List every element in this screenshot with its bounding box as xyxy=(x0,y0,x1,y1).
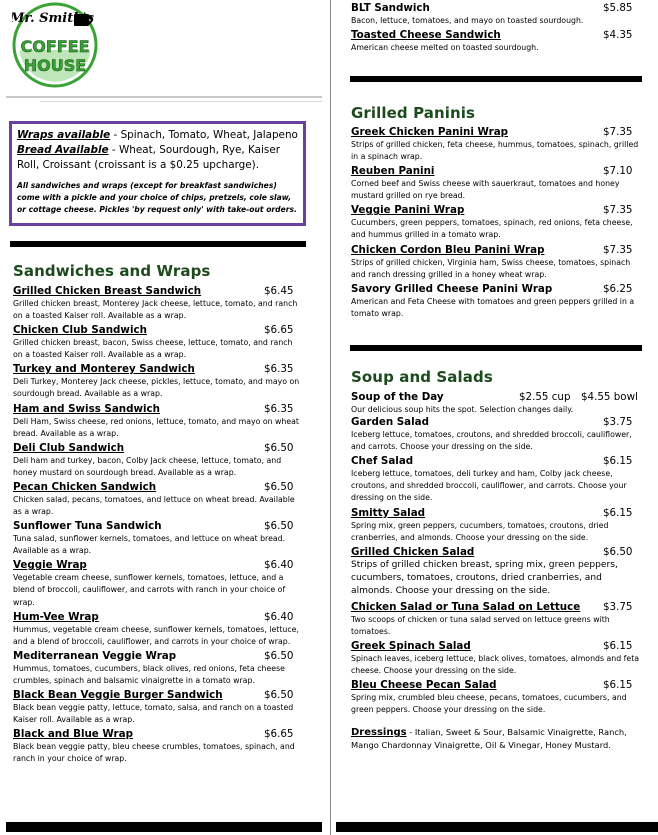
item-price: $6.50 xyxy=(603,545,633,558)
bottom-bar-right xyxy=(336,822,658,832)
menu-item xyxy=(13,520,303,557)
item-description: American cheese melted on toasted sourdough. xyxy=(351,43,539,53)
menu-item xyxy=(351,204,643,241)
item-name: Smitty Salad xyxy=(351,506,426,519)
section-bar-paninis xyxy=(350,76,642,82)
item-price: $6.65 xyxy=(264,728,294,741)
menu-item xyxy=(351,455,643,504)
item-price: $3.75 xyxy=(603,416,633,429)
item-price: $7.10 xyxy=(603,165,633,178)
soup-cup-price: $2.55 cup xyxy=(519,391,571,403)
item-description: Strips of grilled chicken, feta cheese, hummus, tomatoes, spinach, grilled in a spinach wrap. xyxy=(351,140,639,162)
item-name: Chef Salad xyxy=(351,455,414,468)
wraps-available-line xyxy=(17,128,299,143)
section-title-paninis: Grilled Paninis xyxy=(351,104,476,122)
section-title-soups: Soup and Salads xyxy=(351,368,493,386)
item-description: Chicken salad, pecans, tomatoes, and lettuce on wheat bread. Available as a wrap. xyxy=(13,494,295,517)
item-description: Two scoops of chicken or tuna salad served on lettuce greens with tomatoes. xyxy=(351,614,610,636)
sides-note: All sandwiches and wraps (except for breakfast sandwiches) come with a pickle and your choice of chips, pretzels, cole slaw, or cottage cheese. Pickles 'by request only' with take-out orders. xyxy=(17,181,297,214)
item-name: Reuben Panini xyxy=(351,165,435,178)
sandwich-list xyxy=(13,285,303,765)
top-item-list xyxy=(351,2,643,54)
item-price: $5.85 xyxy=(603,2,633,14)
item-price: $6.35 xyxy=(264,402,294,415)
panini-list xyxy=(351,126,643,320)
item-name: Black and Blue Wrap xyxy=(13,728,133,741)
item-price: $6.40 xyxy=(264,559,294,572)
bread-available-line xyxy=(17,143,299,173)
item-name: Turkey and Monterey Sandwich xyxy=(13,363,195,376)
menu-item xyxy=(351,126,643,163)
column-divider xyxy=(330,0,331,835)
menu-item xyxy=(351,416,643,453)
menu-item xyxy=(351,546,643,599)
item-name: Hum-Vee Wrap xyxy=(13,610,99,623)
wraps-label: Wraps available xyxy=(17,129,111,141)
item-price: $6.15 xyxy=(603,455,633,468)
item-name: Greek Spinach Salad xyxy=(351,639,471,652)
item-description: Black bean veggie patty, bleu cheese crumbles, tomatoes, spinach, and ranch in your choice of wrap. xyxy=(13,742,295,764)
item-description: Vegetable cream cheese, sunflower kernels, tomatoes, lettuce, and a blend of broccoli, cauliflower, and carrots with ranch in your choice of wrap. xyxy=(13,573,286,607)
item-description: Tuna salad, sunflower kernels, tomatoes, and lettuce on wheat bread. Available as a wrap. xyxy=(13,534,286,556)
item-price: $4.35 xyxy=(603,29,633,42)
item-name: Mediterranean Veggie Wrap xyxy=(13,649,177,662)
menu-item xyxy=(13,324,303,361)
menu-item xyxy=(13,611,303,648)
item-price: $7.35 xyxy=(603,204,633,217)
item-name: Chicken Cordon Bleu Panini Wrap xyxy=(351,243,545,256)
item-description: Iceberg lettuce, tomatoes, croutons, and shredded broccoli, cauliflower, and carrots. Choose your dressing on the side. xyxy=(351,430,632,452)
item-price: $3.75 xyxy=(603,600,633,613)
menu-item xyxy=(351,165,643,202)
item-price: $6.50 xyxy=(264,520,294,533)
item-price: $6.15 xyxy=(603,639,633,652)
item-price: $6.15 xyxy=(603,506,633,519)
menu-item xyxy=(351,679,643,716)
wraps-text: - Spinach, Tomato, Wheat, Jalapeno xyxy=(110,129,298,141)
item-description: Bacon, lettuce, tomatoes, and mayo on toasted sourdough. xyxy=(351,16,584,25)
item-name: Grilled Chicken Salad xyxy=(351,545,475,558)
svg-text:Mr. Smith's: Mr. Smith's xyxy=(12,11,94,26)
soup-of-the-day xyxy=(351,391,643,416)
item-description: Grilled chicken breast, Monterey Jack cheese, lettuce, tomato, and ranch on a toasted Kaiser roll. Available as a wrap. xyxy=(13,299,298,321)
coffee-house-logo xyxy=(12,2,98,88)
item-name: Bleu Cheese Pecan Salad xyxy=(351,679,497,692)
menu-item xyxy=(351,507,643,544)
menu-item xyxy=(351,2,643,27)
item-price: $6.25 xyxy=(603,282,633,295)
item-name: Deli Club Sandwich xyxy=(13,441,125,454)
bread-wraps-info-box xyxy=(9,121,306,226)
item-name: Toasted Cheese Sandwich xyxy=(351,29,501,42)
svg-text:HOUSE: HOUSE xyxy=(23,56,87,75)
logo-rule-2 xyxy=(40,101,322,102)
dressings-line xyxy=(351,726,643,752)
section-title-sandwiches: Sandwiches and Wraps xyxy=(13,262,211,280)
menu-item xyxy=(13,403,303,440)
item-price: $7.35 xyxy=(603,243,633,256)
item-description: Deli Turkey, Monterey Jack cheese, pickles, lettuce, tomato, and mayo on sourdough bread. Available as a wrap. xyxy=(13,377,300,399)
item-name: Veggie Wrap xyxy=(13,559,87,572)
item-description: Spring mix, green peppers, cucumbers, tomatoes, croutons, dried cranberries, and almonds. Choose your dressing on the side. xyxy=(351,520,609,542)
menu-item xyxy=(13,285,303,322)
item-name: Chicken Salad or Tuna Salad on Lettuce xyxy=(351,600,581,613)
item-name: Sunflower Tuna Sandwich xyxy=(13,520,162,533)
menu-item xyxy=(13,728,303,765)
item-description: Iceberg lettuce, tomatoes, deli turkey and ham, Colby jack cheese, croutons, and shredded broccoli, cauliflower, and carrots. Choose your dressing on the side. xyxy=(351,469,627,503)
item-description: Grilled chicken breast, bacon, Swiss cheese, lettuce, tomato, and ranch on a toasted Kaiser roll. Available as a wrap. xyxy=(13,338,293,360)
bottom-bar-left xyxy=(6,822,322,832)
item-description: Corned beef and Swiss cheese with sauerkraut, tomatoes and honey mustard grilled on rye bread. xyxy=(351,179,620,201)
item-description: Deli Ham, Swiss cheese, red onions, lettuce, tomato, and mayo on wheat bread. Available as a wrap. xyxy=(13,416,299,438)
item-description: Deli ham and turkey, bacon, Colby Jack cheese, lettuce, tomato, and honey mustard on sourdough bread. Available as a wrap. xyxy=(13,455,282,477)
dressings-text: - Italian, Sweet & Sour, Balsamic Vinaigrette, Ranch, Mango Chardonnay Vinaigrette, Oil & Vinegar, Honey Mustard. xyxy=(351,727,627,751)
item-description: Strips of grilled chicken, Virginia ham, Swiss cheese, tomatoes, spinach and ranch dressing grilled in a honey wheat wrap. xyxy=(351,257,631,279)
item-description: American and Feta Cheese with tomatoes and green peppers grilled in a tomato wrap. xyxy=(351,296,635,318)
paninis-section xyxy=(351,104,643,320)
item-price: $7.35 xyxy=(603,126,633,138)
soup-name: Soup of the Day xyxy=(351,391,444,403)
menu-item xyxy=(13,689,303,726)
sandwiches-section xyxy=(13,262,303,765)
item-price: $6.40 xyxy=(264,610,294,623)
top-right-items xyxy=(351,2,643,54)
item-description: Strips of grilled chicken breast, spring mix, green peppers, cucumbers, tomatoes, croutons, dried cranberries, and almonds. Choose your dressing on the side. xyxy=(351,559,618,597)
item-description: Hummus, vegetable cream cheese, sunflower kernels, tomatoes, lettuce, and a blend of broccoli, cauliflower, and carrots in your choice of wrap. xyxy=(13,624,299,646)
item-description: Hummus, tomatoes, cucumbers, black olives, red onions, feta cheese crumbles, spinach and balsamic vinaigrette in a tomato wrap. xyxy=(13,663,285,685)
item-name: BLT Sandwich xyxy=(351,2,430,14)
item-name: Greek Chicken Panini Wrap xyxy=(351,126,509,138)
salad-list xyxy=(351,416,643,716)
item-price: $6.65 xyxy=(264,324,294,337)
menu-item xyxy=(351,244,643,281)
bread-label: Bread Available xyxy=(17,144,109,156)
item-name: Veggie Panini Wrap xyxy=(351,204,465,217)
menu-item xyxy=(13,442,303,479)
dressings-label: Dressings xyxy=(351,727,407,739)
item-price: $6.35 xyxy=(264,363,294,376)
section-bar-sandwiches xyxy=(10,241,306,247)
menu-item xyxy=(351,601,643,638)
item-name: Pecan Chicken Sandwich xyxy=(13,480,157,493)
item-name: Savory Grilled Cheese Panini Wrap xyxy=(351,282,553,295)
item-name: Grilled Chicken Breast Sandwich xyxy=(13,285,202,297)
item-price: $6.15 xyxy=(603,679,633,692)
item-name: Garden Salad xyxy=(351,416,429,429)
soups-section xyxy=(351,368,643,752)
menu-item xyxy=(13,481,303,518)
section-bar-soups xyxy=(350,345,642,351)
soup-desc: Our delicious soup hits the spot. Selection changes daily. xyxy=(351,405,574,414)
item-price: $6.50 xyxy=(264,688,294,701)
item-description: Cucumbers, green peppers, tomatoes, spinach, red onions, feta cheese, and hummus grilled in a tomato wrap. xyxy=(351,218,633,240)
svg-text:COFFEE: COFFEE xyxy=(20,37,90,56)
item-description: Black bean veggie patty, lettuce, tomato, salsa, and ranch on a toasted Kaiser roll. Available as a wrap. xyxy=(13,702,294,725)
item-name: Black Bean Veggie Burger Sandwich xyxy=(13,688,223,701)
item-description: Spinach leaves, iceberg lettuce, black olives, tomatoes, almonds and feta cheese. Choose your dressing on the side. xyxy=(351,653,640,675)
item-name: Ham and Swiss Sandwich xyxy=(13,402,160,415)
menu-item xyxy=(351,283,643,320)
item-price: $6.50 xyxy=(264,441,294,454)
menu-item xyxy=(13,363,303,400)
menu-item xyxy=(351,29,643,54)
bread-text: - Wheat, Sourdough, Rye, Kaiser Roll, Croissant (croissant is a $0.25 upcharge). xyxy=(17,144,280,171)
menu-item xyxy=(13,650,303,687)
menu-item xyxy=(351,640,643,677)
item-name: Chicken Club Sandwich xyxy=(13,324,147,337)
item-description: Spring mix, crumbled bleu cheese, pecans, tomatoes, cucumbers, and green peppers. Choose your dressing on the side. xyxy=(351,693,627,715)
logo-rule xyxy=(6,96,322,98)
item-price: $6.50 xyxy=(264,649,294,662)
soup-bowl-price: $4.55 bowl xyxy=(581,391,638,403)
item-price: $6.45 xyxy=(264,285,294,297)
menu-item xyxy=(13,559,303,608)
item-price: $6.50 xyxy=(264,480,294,493)
